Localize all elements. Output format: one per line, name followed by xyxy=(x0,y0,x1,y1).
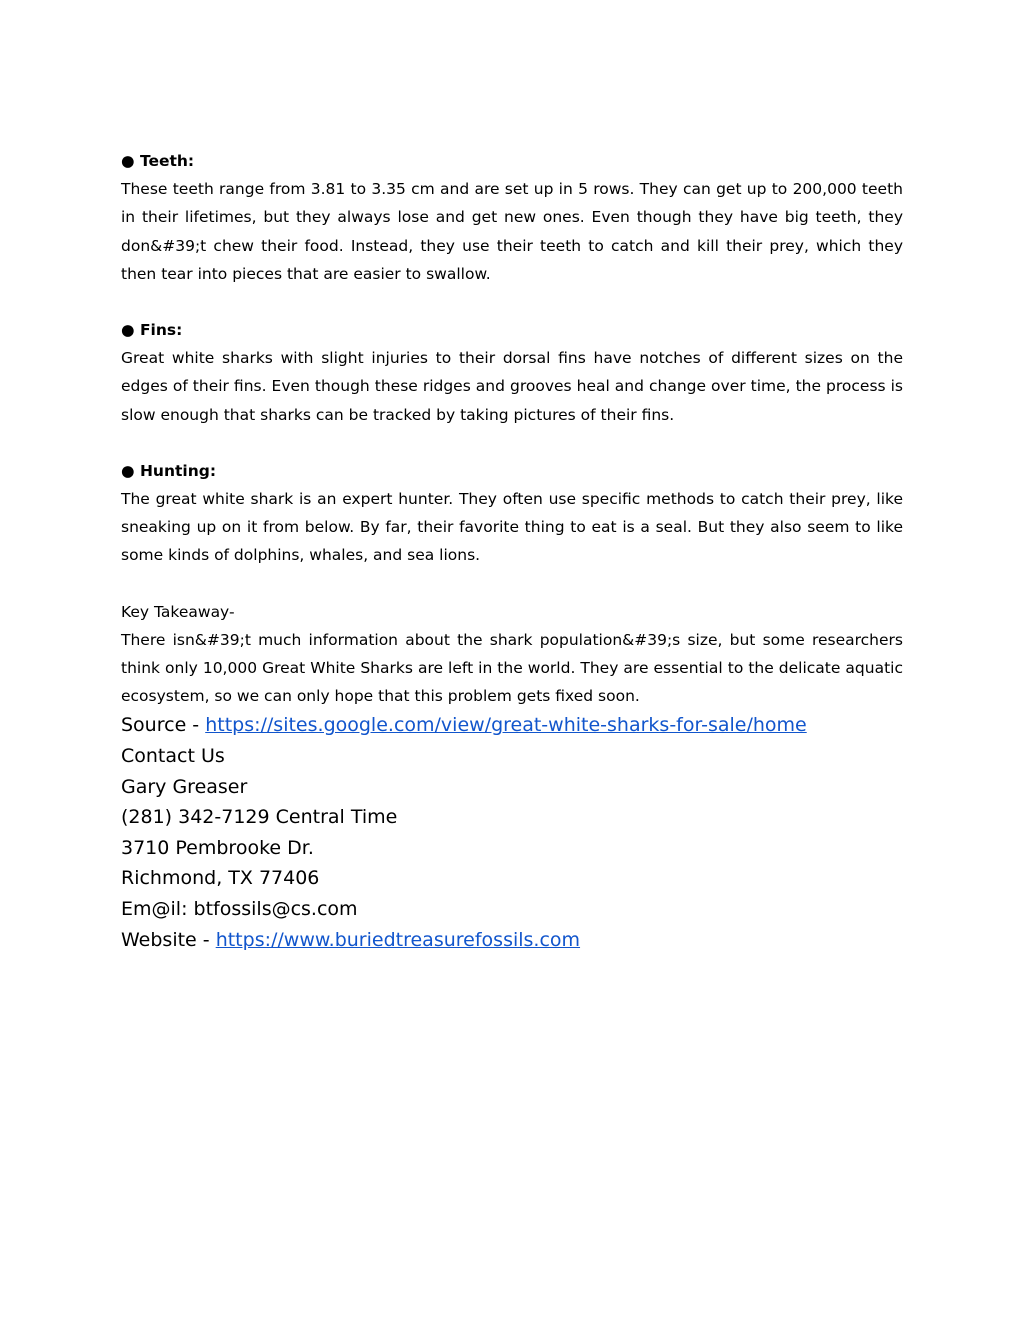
bullet: ● xyxy=(121,152,135,170)
bullet: ● xyxy=(121,321,135,340)
key-takeaway xyxy=(121,598,903,711)
section-title: Hunting: xyxy=(139,461,217,480)
website-label: Website - xyxy=(121,928,216,951)
contact-address-line2: Richmond, TX 77406 xyxy=(121,867,320,890)
document-body xyxy=(121,147,903,955)
contact-email: Em@il: btfossils@cs.com xyxy=(121,898,358,921)
section-paragraph: The great white shark is an expert hunter. They often use specific methods to catch their prey, like sneaking up on it from below. By far, their favorite thing to eat is a seal. But they also seem to like some kinds of dolphins, whales, and sea lions. xyxy=(121,490,903,565)
source-line xyxy=(121,710,903,741)
website-link[interactable]: https://www.buriedtreasurefossils.com xyxy=(215,928,581,951)
contact-phone: (281) 342-7129 Central Time xyxy=(121,806,398,829)
source-label: Source - xyxy=(121,714,206,737)
section-title: Teeth: xyxy=(139,152,195,170)
website-line xyxy=(121,925,903,956)
key-takeaway-paragraph: There isn&#39;t much information about the shark population&#39;s size, but some researchers think only 10,000 Great White Sharks are left in the world. They are essential to the delicate aquatic ecosystem, so we can only hope that this problem gets fixed soon. xyxy=(121,630,903,706)
section-heading xyxy=(121,147,903,175)
section-paragraph: Great white sharks with slight injuries to their dorsal fins have notches of different sizes on the edges of their fins. Even though these ridges and grooves heal and change over time, the process is slow enough that sharks can be tracked by taking pictures of their fins. xyxy=(121,349,903,424)
contact-heading: Contact Us xyxy=(121,745,225,768)
section-heading xyxy=(121,316,903,344)
key-takeaway-title: Key Takeaway- xyxy=(121,602,235,621)
contact-name: Gary Greaser xyxy=(121,775,248,798)
section-teeth xyxy=(121,147,903,288)
section-heading xyxy=(121,457,903,485)
contact-block xyxy=(121,710,903,955)
bullet: ● xyxy=(121,461,135,480)
section-hunting xyxy=(121,457,903,570)
source-link[interactable]: https://sites.google.com/view/great-white-sharks-for-sale/home xyxy=(205,714,807,737)
section-title: Fins: xyxy=(139,321,183,340)
section-fins xyxy=(121,316,903,429)
section-paragraph: These teeth range from 3.81 to 3.35 cm and are set up in 5 rows. They can get up to 200,000 teeth in their lifetimes, but they always lose and get new ones. Even though they have big teeth, they don&#39;t chew their food. Instead, they use their teeth to catch and kill their prey, which they then tear into pieces that are easier to swallow. xyxy=(121,180,903,283)
contact-address-line1: 3710 Pembrooke Dr. xyxy=(121,836,314,859)
